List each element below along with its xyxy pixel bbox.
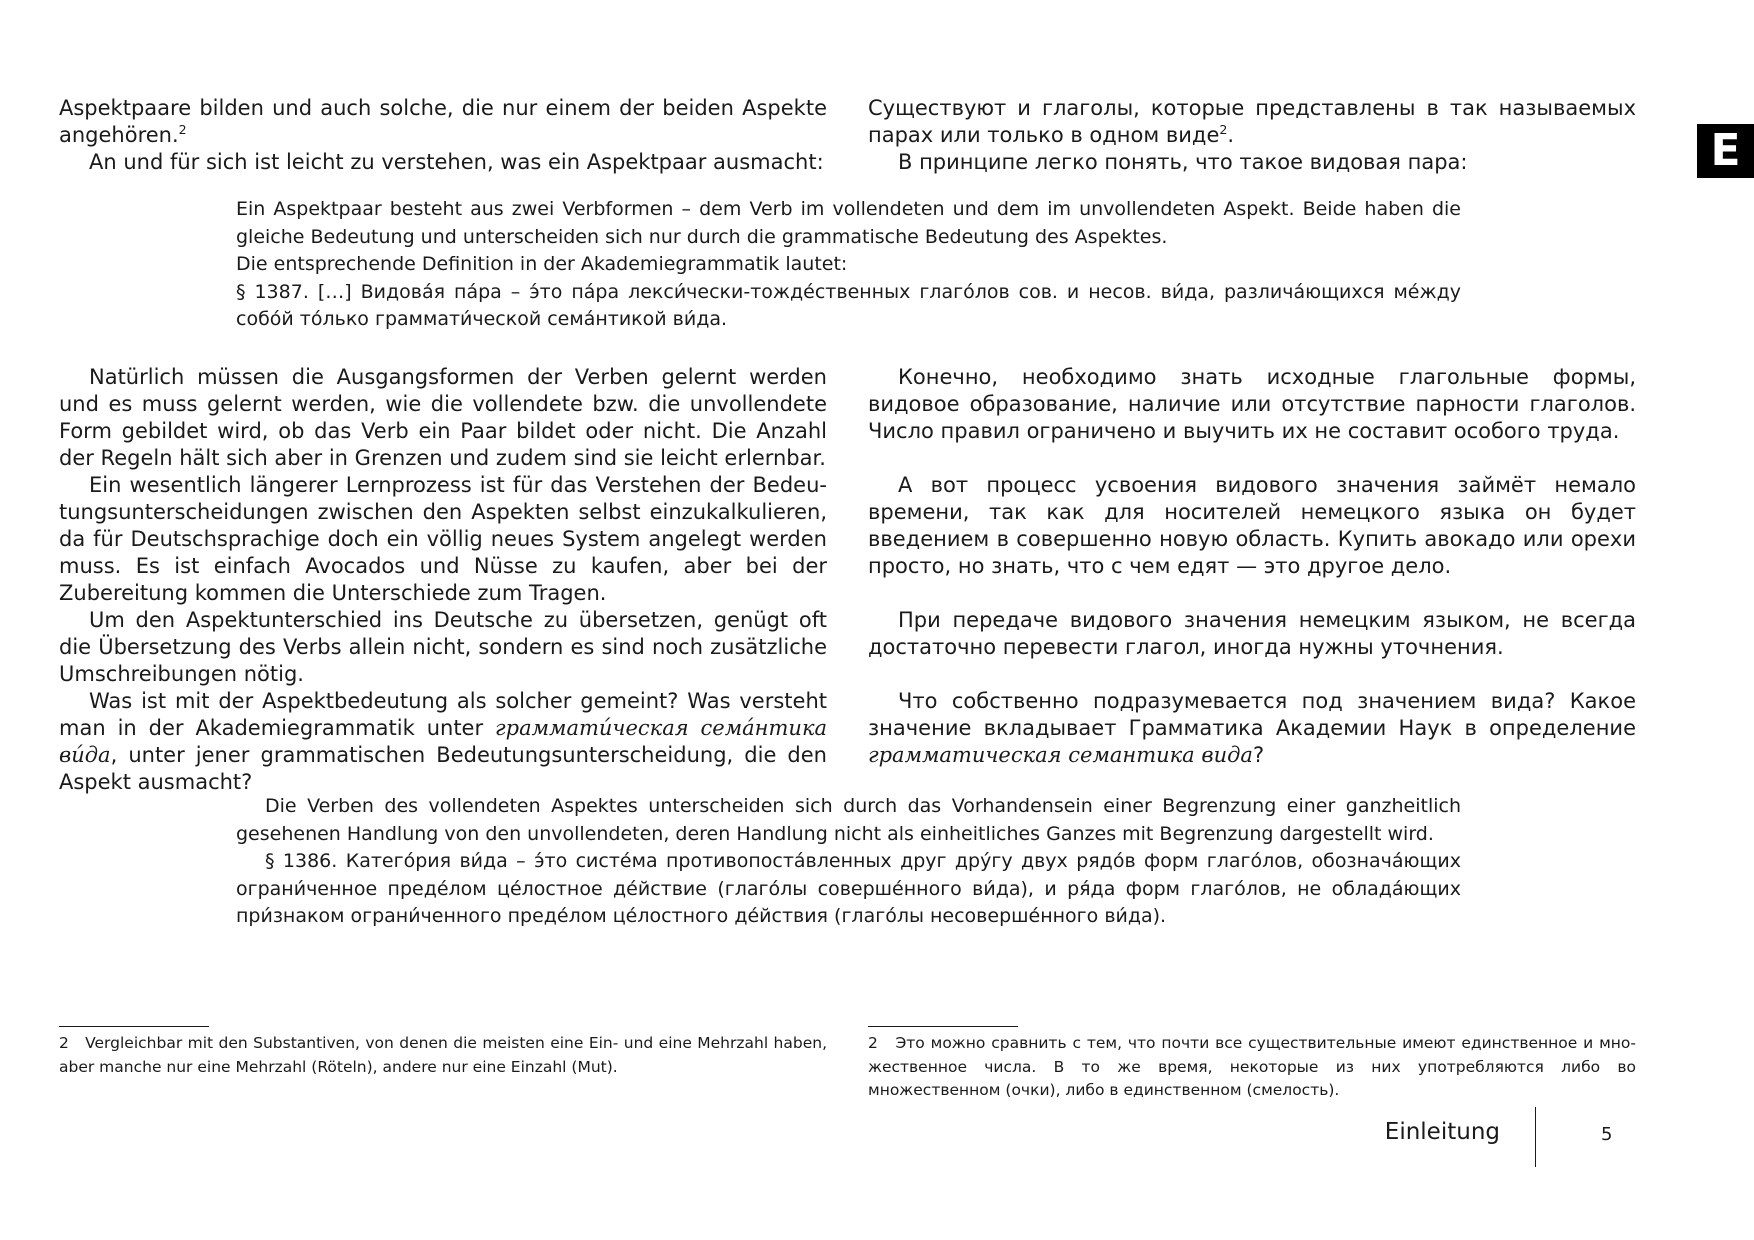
intro-german-column [59,95,827,176]
intro-russian-column [868,95,1636,176]
footnote-rule [59,1026,209,1027]
body-ru-paragraph: Что собственно подразумевается под значением вида? Какое значение вкладывает Грамматика Академии Наук в определение грамматическая семантика вида? [868,689,1636,767]
footnote-ref: 2 [1219,122,1228,137]
intro-de-paragraph-2: An und für sich ist leicht zu verstehen, was ein Aspektpaar ausmacht: [89,150,824,174]
intro-ru-paragraph-2: В принципе легко понять, что такое видовая пара: [898,150,1468,174]
quote2-paragraph-1: Die Verben des vollendeten Aspektes unterscheiden sich durch das Vorhandensein einer Begrenzung einer ganzheitlich gesehenen Handlung von den unvollendeten, deren Handlung nicht als einheitliches Ganzes mit Begrenzung dargestellt wird. [236,795,1461,845]
footer-divider [1535,1107,1536,1167]
body-de-paragraph: Ein wesentlich längerer Lernprozess ist für das Verstehen der Bedeutungsunterscheidungen zwischen den Aspekten selbst einzukalkulieren, da für Deutschsprachige doch ein völlig neues System angelegt werden muss. Es ist einfach Avocados und Nüsse zu kaufen, aber bei der Zubereitung kommen die Unterschiede zum Tragen. [59,473,827,605]
body-ru-paragraph: Конечно, необходимо знать исходные глагольные формы, видовое образование, наличие или отсутствие парности глаголов. Число правил ограничено и выучить их не составит особого труда. [868,365,1636,443]
russian-term-italic: грамматическая семантика вида [868,743,1253,767]
footnote-german: 2 Vergleichbar mit den Substantiven, von denen die meisten eine Ein- und eine Mehrzahl haben, aber manche nur eine Mehrzahl (Röteln), andere nur eine Einzahl (Mut). [59,1034,828,1076]
aspect-category-quote [236,793,1461,931]
definition-quote [236,196,1461,334]
body-german-column [59,364,827,796]
body-de-paragraph: Um den Aspektunterschied ins Deutsche zu übersetzen, genügt oft die Übersetzung des Verbs allein nicht, sondern es sind noch zusätzliche Umschreibungen nötig. [59,608,827,686]
quote1-paragraph-3: § 1387. […] Видова́я па́ра – э́то па́ра лекси́чески-тожде́ственных глаго́лов сов. и несов. ви́да, различа́ющихся ме́жду собо́й то́лько граммати́ческой сема́нтикой ви́да. [236,280,1461,330]
quote1-paragraph-1: Ein Aspektpaar besteht aus zwei Verbformen – dem Verb im vollendeten und dem im unvollendeten Aspekt. Beide haben die gleiche Bedeutung und unterscheiden sich nur durch die grammatische Bedeutung des Aspektes. [236,198,1461,248]
footnote-ref: 2 [178,122,187,137]
footnote-russian: 2 Это можно сравнить с тем, что почти все существительные имеют единственное и множественное числа. В то же время, некоторые из них употребляются либо во множественном (очки), либо в единственном (смелость). [868,1034,1636,1099]
body-de-paragraph: Was ist mit der Aspektbedeutung als solcher gemeint? Was versteht man in der Akademiegrammatik unter граммати́ческая сема́нтика ви́да, unter jener grammatischen Bedeutungsunterscheidung, die den Aspekt ausmacht? [59,689,827,794]
footnote-number: 2 [868,1034,878,1052]
intro-ru-paragraph-1: Существуют и глаголы, которые представлены в так называемых парах или только в одном виде$^2$. [868,96,1636,147]
body-ru-paragraph: А вот процесс усвоения видового значения займёт немало времени, так как для носителей немецкого языка он будет введением в совершенно новую область. Купить авокадо или орехи просто, но знать, что с чем едят — это другое дело. [868,473,1636,578]
quote1-paragraph-2: Die entsprechende Definition in der Akademiegrammatik lautet: [236,253,848,275]
body-de-paragraph: Natürlich müssen die Ausgangsformen der Verben gelernt werden und es muss gelernt werden, wie die vollendete bzw. die unvollendete Form gebildet wird, ob das Verb ein Paar bildet oder nicht. Die Anzahl der Regeln hält sich aber in Grenzen und zudem sind sie leicht erlernbar. [59,365,827,470]
russian-term-italic: граммати́ческая сема́нтика ви́да [59,716,827,767]
section-tab-marker: E [1697,124,1754,178]
footnote-rule [868,1026,1018,1027]
footnote-number: 2 [59,1034,69,1052]
page-number: 5 [1601,1124,1613,1145]
body-ru-paragraph: При передаче видового значения немецким языком, не всегда достаточно перевести глагол, иногда нужны уточнения. [868,608,1636,659]
quote2-paragraph-2: § 1386. Катего́рия ви́да – э́то систе́ма противопоста́вленных друг дру́гу двух рядо́в форм глаго́лов, обознача́ющих ограни́ченное преде́лом це́лостное де́йствие (глаго́лы соверше́нного ви́да), и ря́да форм глаго́лов, не облада́ющих при́знаком ограни́ченного преде́лом це́лостного де́йствия (глаго́лы несоверше́нного ви́да). [236,850,1461,927]
body-russian-column [868,364,1636,769]
running-footer-title: Einleitung [1384,1119,1500,1145]
intro-de-paragraph-1: Aspektpaare bilden und auch solche, die nur einem der beiden Aspekte angehören.$^2$ [59,96,827,147]
